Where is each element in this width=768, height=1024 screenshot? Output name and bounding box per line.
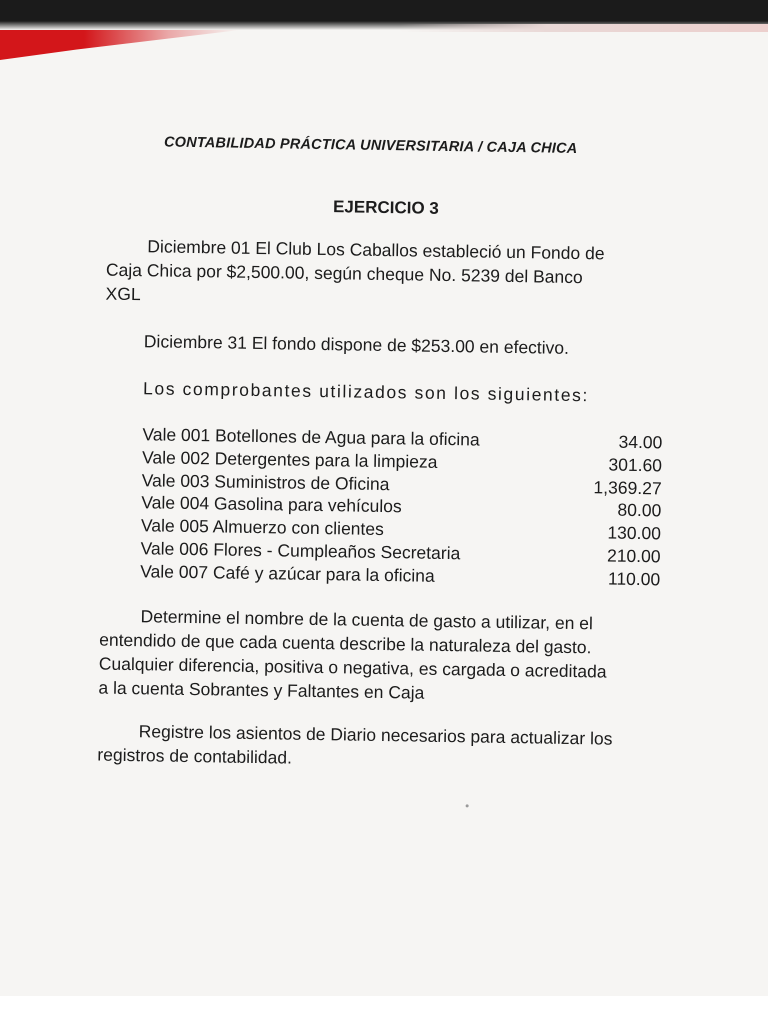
paragraph-line: Cualquier diferencia, positiva o negativa, es cargada o acreditada bbox=[98, 653, 607, 682]
voucher-amount: 130.00 bbox=[607, 522, 662, 544]
paragraph-line: XGL bbox=[105, 283, 141, 305]
voucher-amount: 110.00 bbox=[607, 568, 661, 590]
paragraph-line: a la cuenta Sobrantes y Faltantes en Caja bbox=[98, 677, 425, 703]
document-subject: CONTABILIDAD PRÁCTICA UNIVERSITARIA / CAJA CHICA bbox=[163, 134, 578, 158]
paragraph-line: Determine el nombre de la cuenta de gasto a utilizar, en el bbox=[140, 606, 594, 634]
voucher-amount: 80.00 bbox=[617, 500, 662, 521]
scan-bottom-edge bbox=[0, 996, 768, 1024]
scan-speck bbox=[466, 804, 469, 807]
voucher-amount: 210.00 bbox=[606, 545, 661, 567]
paragraph-fund-cash: Diciembre 31 El fondo dispone de $253.00 en efectivo. bbox=[143, 331, 570, 358]
paragraph-line: Diciembre 01 El Club Los Caballos estableció un Fondo de bbox=[147, 236, 605, 264]
paragraph-fund-established bbox=[105, 234, 686, 315]
voucher-amount: 1,369.27 bbox=[593, 476, 662, 498]
voucher-description: Vale 007 Café y azúcar para la oficina bbox=[140, 560, 435, 586]
paragraph-line: Caja Chica por $2,500.00, según cheque No. 5239 del Banco bbox=[105, 259, 583, 288]
voucher-amount: 34.00 bbox=[618, 431, 663, 453]
voucher-description: Vale 006 Flores - Cumpleaños Secretaria bbox=[140, 538, 461, 564]
voucher-description: Vale 002 Detergentes para la limpieza bbox=[141, 447, 438, 472]
paragraph-line: Registre los asientos de Diario necesarios para actualizar los bbox=[138, 721, 613, 749]
voucher-description: Vale 001 Botellones de Agua para la oficina bbox=[142, 424, 480, 450]
voucher-description: Vale 004 Gasolina para vehículos bbox=[141, 492, 402, 517]
scan-red-edge bbox=[0, 30, 240, 60]
voucher-description: Vale 005 Almuerzo con clientes bbox=[140, 515, 385, 540]
voucher-list bbox=[140, 423, 662, 591]
paragraph-instructions bbox=[98, 604, 679, 709]
scan-red-edge-right bbox=[400, 24, 768, 32]
voucher-amount: 301.60 bbox=[608, 454, 663, 476]
paragraph-line: registros de contabilidad. bbox=[97, 744, 293, 768]
voucher-description: Vale 003 Suministros de Oficina bbox=[141, 469, 390, 494]
paragraph-vouchers-intro: Los comprobantes utilizados son los siguientes: bbox=[142, 378, 590, 406]
paragraph-journal-entries bbox=[97, 719, 678, 776]
paragraph-line: entendido de que cada cuenta describe la naturaleza del gasto. bbox=[99, 629, 592, 658]
exercise-title: EJERCICIO 3 bbox=[332, 197, 439, 218]
